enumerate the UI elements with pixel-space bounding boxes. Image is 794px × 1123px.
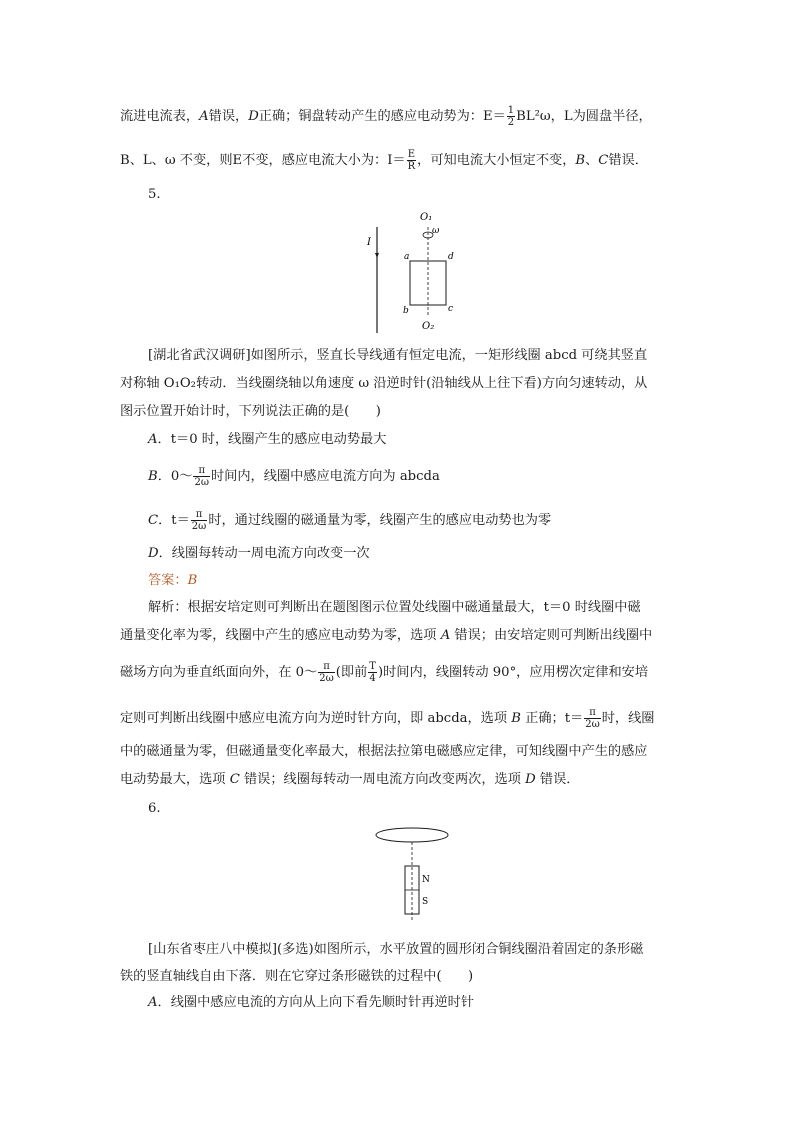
north-pole-label: N xyxy=(422,875,430,885)
fraction-numerator: π xyxy=(191,509,208,521)
fraction-denominator: 2ω xyxy=(194,477,209,488)
fraction-denominator: 2ω xyxy=(585,719,600,730)
text: 、 xyxy=(585,153,599,168)
vertex-label-a: a xyxy=(404,252,410,262)
magnet-ring-figure xyxy=(368,822,458,922)
text: 流进电流表， xyxy=(120,109,200,124)
text: 电动势最大，选项 xyxy=(120,772,230,787)
fraction-numerator: E xyxy=(407,149,416,160)
option-text: ．0～ xyxy=(157,469,193,484)
copper-ring xyxy=(376,828,448,842)
text: 错误；由安培定则可判断出线圈中 xyxy=(450,628,653,643)
fraction-numerator: 1 xyxy=(507,105,515,116)
text: BL²ω，L为圆盘半径， xyxy=(516,109,652,124)
text: )时间内，线圈转动 90°，应用楞次定律和安培 xyxy=(377,665,649,680)
explanation-line: 中的磁通量为零，但磁通量变化率最大，根据法拉第电磁感应定律，可知线圈中产生的感应 xyxy=(120,744,648,759)
option-letter: B xyxy=(575,153,586,168)
text: 正确；t＝ xyxy=(520,711,584,726)
option-c xyxy=(148,509,551,532)
option-letter: D xyxy=(248,109,259,124)
question-stem: [山东省枣庄八中模拟](多选)如图所示，水平放置的圆形闭合铜线圈沿着固定的条形磁 xyxy=(148,942,644,957)
question-stem: 图示位置开始计时，下列说法正确的是( ) xyxy=(120,404,381,419)
option-letter: C xyxy=(148,513,159,528)
option-letter: A xyxy=(199,109,209,124)
fraction-denominator: R xyxy=(407,161,416,172)
fraction-numerator: π xyxy=(584,707,601,719)
paragraph-line xyxy=(120,149,648,172)
explanation-line xyxy=(120,771,579,789)
text: 时，线圈 xyxy=(601,711,655,726)
text: 通量变化率为零，线圈中产生的感应电动势为零，选项 xyxy=(120,628,441,643)
o2-label: O₂ xyxy=(422,321,435,332)
omega-label: ω xyxy=(432,226,440,236)
option-d xyxy=(148,545,370,563)
option-letter: D xyxy=(525,772,536,787)
option-b xyxy=(148,465,440,488)
option-a xyxy=(148,994,474,1012)
fraction xyxy=(193,465,210,488)
answer xyxy=(148,572,197,590)
fraction-denominator: 2 xyxy=(507,117,515,128)
answer-label: 答案： xyxy=(148,573,188,588)
coil-wire-figure xyxy=(360,205,470,335)
fraction xyxy=(407,149,417,172)
text: B、L、ω 不变，则E不变，感应电流大小为：I＝ xyxy=(120,153,406,168)
fraction xyxy=(507,105,515,128)
fraction-denominator: 2ω xyxy=(319,673,334,684)
option-text: ．t＝ xyxy=(158,513,190,528)
explanation-line xyxy=(120,707,655,730)
option-letter: B xyxy=(511,711,521,726)
fraction xyxy=(318,661,335,684)
explanation-line xyxy=(120,661,648,684)
fraction-numerator: T xyxy=(369,661,376,672)
text: 错误． xyxy=(608,153,648,168)
paragraph-line xyxy=(120,105,652,128)
text: 定则可判断出线圈中感应电流方向为逆时针方向，即 abcda，选项 xyxy=(120,711,512,726)
option-letter: A xyxy=(148,995,158,1010)
text: ，可知电流大小恒定不变， xyxy=(417,153,576,168)
text: 错误， xyxy=(208,109,249,124)
option-text: ．线圈中感应电流的方向从上向下看先顺时针再逆时针 xyxy=(157,995,475,1010)
option-letter: A xyxy=(148,432,158,447)
question-number: 6. xyxy=(148,801,161,816)
option-text: ．t＝0 时，线圈产生的感应电动势最大 xyxy=(157,432,387,447)
text: 错误；线圈每转动一周电流方向改变两次，选项 xyxy=(239,772,526,787)
option-text: ．线圈每转动一周电流方向改变一次 xyxy=(158,546,370,561)
fraction xyxy=(584,707,601,730)
option-letter: C xyxy=(598,153,609,168)
vertex-label-c: c xyxy=(448,304,454,314)
vertex-label-b: b xyxy=(403,306,409,316)
option-letter: D xyxy=(148,546,159,561)
fraction-numerator: π xyxy=(318,661,335,673)
current-arrow xyxy=(375,253,379,258)
option-letter: B xyxy=(148,469,158,484)
fraction-denominator: 4 xyxy=(369,673,376,684)
fraction xyxy=(191,509,208,532)
explanation-line: 解析：根据安培定则可判断出在题图图示位置处线圈中磁通量最大，t＝0 时线圈中磁 xyxy=(148,600,641,615)
option-letter: C xyxy=(229,772,240,787)
vertex-label-d: d xyxy=(448,252,454,262)
option-a xyxy=(148,431,386,449)
fraction xyxy=(368,661,377,684)
question-stem: 铁的竖直轴线自由下落．则在它穿过条形磁铁的过程中( ) xyxy=(120,969,474,984)
text: 磁场方向为垂直纸面向外，在 0～ xyxy=(120,665,318,680)
o1-label: O₁ xyxy=(420,212,433,223)
fraction-denominator: 2ω xyxy=(191,521,207,532)
option-text: 时，通过线圈的磁通量为零，线圈产生的感应电动势也为零 xyxy=(208,513,552,528)
question-stem: [湖北省武汉调研]如图所示，竖直长导线通有恒定电流，一矩形线圈 abcd 可绕其竖直 xyxy=(148,348,648,363)
answer-value: B xyxy=(187,573,198,588)
text: 正确；铜盘转动产生的感应电动势为：E＝ xyxy=(258,109,506,124)
fraction-numerator: π xyxy=(193,465,210,477)
current-label: I xyxy=(367,237,371,248)
option-text: 时间内，线圈中感应电流方向为 abcda xyxy=(211,469,440,484)
explanation-line xyxy=(120,627,652,645)
question-number: 5. xyxy=(148,187,161,202)
option-letter: A xyxy=(440,628,451,643)
text: (即前 xyxy=(335,665,368,680)
question-stem: 对称轴 O₁O₂转动．当线圈绕轴以角速度 ω 沿逆时针(沿轴线从上往下看)方向匀速转动，从 xyxy=(120,376,648,391)
south-pole-label: S xyxy=(422,897,429,907)
text: 错误． xyxy=(535,772,580,787)
